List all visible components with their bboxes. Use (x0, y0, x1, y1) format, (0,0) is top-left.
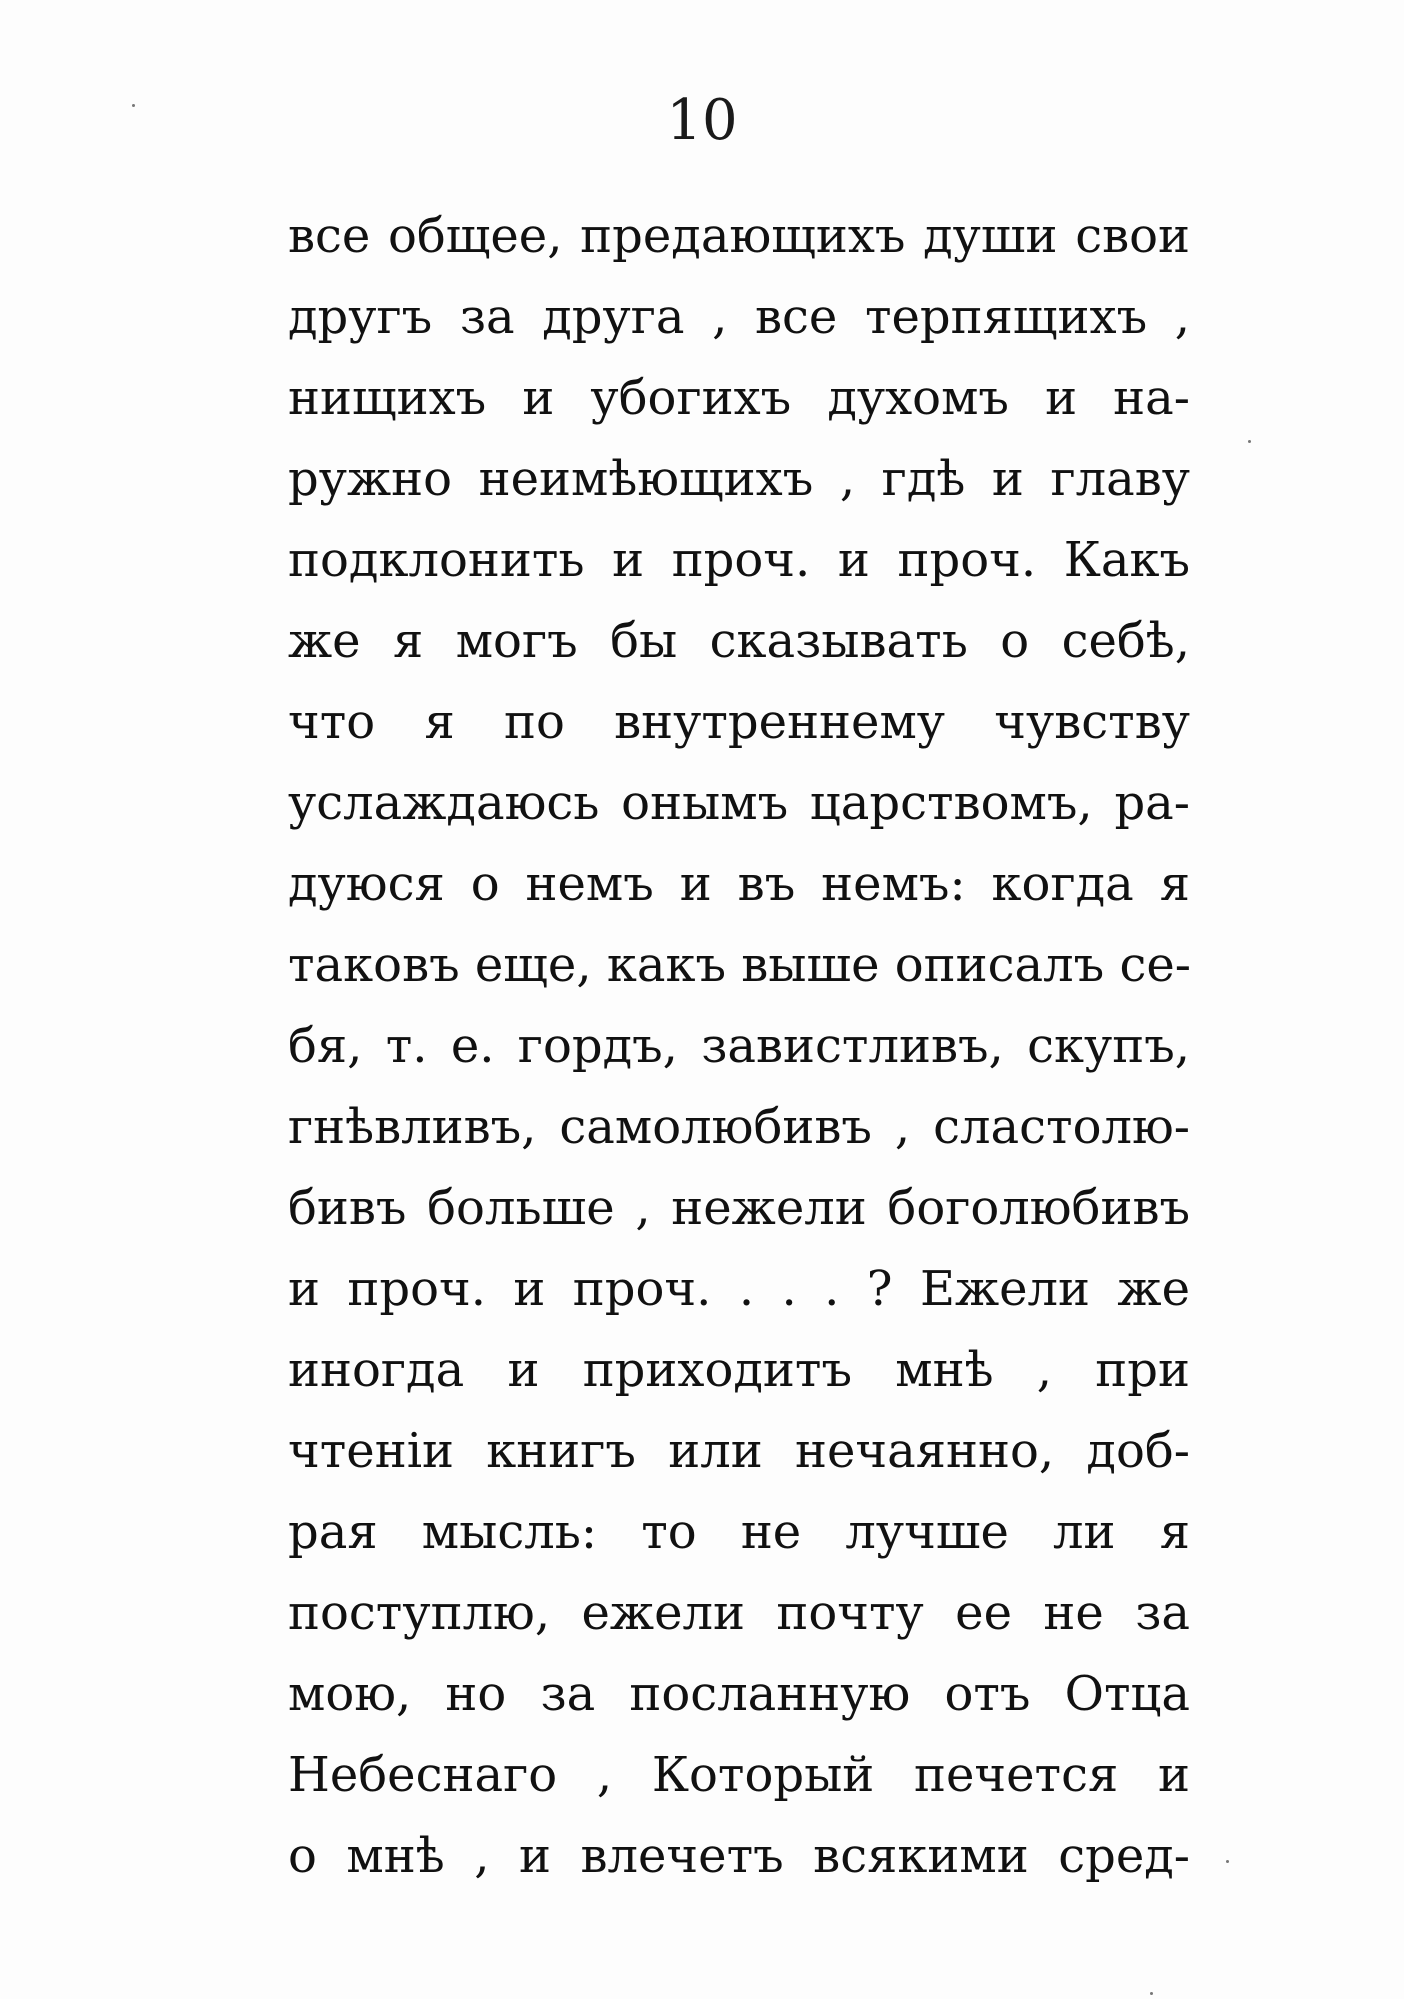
text-line: что я по внутреннему чувству (288, 694, 1190, 750)
text-line: нищихъ и убогихъ духомъ и на- (288, 370, 1190, 426)
text-line: дуюся о немъ и въ немъ: когда я (288, 856, 1190, 912)
text-line: бя, т. е. гордъ, завистливъ, скупъ, (288, 1018, 1190, 1074)
text-line: иногда и приходитъ мнѣ , при (288, 1342, 1190, 1398)
scan-speck (132, 104, 135, 107)
body-text (288, 196, 1190, 1897)
text-line: Небеснаго , Который печется и (288, 1747, 1190, 1803)
text-line: гнѣвливъ, самолюбивъ , сластолю- (288, 1099, 1190, 1155)
text-line: другъ за друга , все терпящихъ , (288, 289, 1190, 345)
text-line: все общее, предающихъ души свои (288, 208, 1190, 264)
text-line: поступлю, ежели почту ее не за (288, 1585, 1190, 1641)
text-line: ружно неимѣющихъ , гдѣ и главу (288, 451, 1190, 507)
text-line: и проч. и проч. . . . ? Ежели же (288, 1261, 1190, 1317)
page-number: 10 (666, 88, 738, 153)
text-line: таковъ еще, какъ выше описалъ се- (288, 937, 1191, 993)
text-line: бивъ больше , нежели боголюбивъ (288, 1180, 1190, 1236)
text-line: мою, но за посланную отъ Отца (288, 1666, 1190, 1722)
scan-speck (1150, 1992, 1153, 1995)
text-line: о мнѣ , и влечетъ всякими сред- (288, 1828, 1190, 1884)
text-line: рая мысль: то не лучше ли я (288, 1504, 1190, 1560)
scan-speck (1248, 440, 1251, 443)
text-line: услаждаюсь онымъ царствомъ, ра- (288, 775, 1190, 831)
text-line: чтеніи книгъ или нечаянно, доб- (288, 1423, 1190, 1479)
text-line: подклонить и проч. и проч. Какъ (288, 532, 1190, 588)
scan-speck (1226, 1860, 1229, 1863)
text-line: же я могъ бы сказывать о себѣ, (288, 613, 1190, 669)
